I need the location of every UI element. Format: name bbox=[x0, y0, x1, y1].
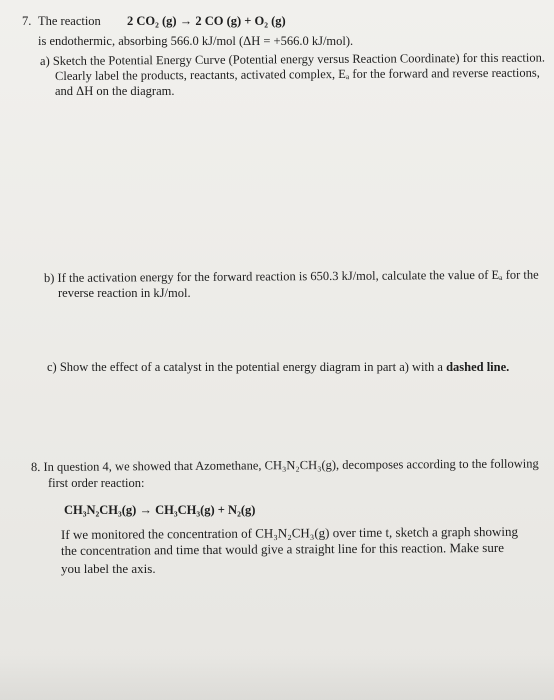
q7-intro: The reaction bbox=[38, 14, 101, 28]
q8-equation: CH₃N₂CH₃(g) → CH₃CH₃(g) + N₂(g) bbox=[64, 503, 256, 517]
q7a-line1: a) Sketch the Potential Energy Curve (Potential energy versus Reaction Coordinate) for this reaction. bbox=[39, 50, 546, 68]
q8-para-line3: you label the axis. bbox=[61, 561, 156, 576]
q7a-line2: Clearly label the products, reactants, activated complex, Eₐ for the forward and reverse reactions, bbox=[54, 65, 540, 83]
q7-number: 7. bbox=[22, 14, 32, 28]
q7c-bold: dashed line. bbox=[446, 360, 510, 374]
q7b-line2: reverse reaction in kJ/mol. bbox=[58, 286, 191, 300]
q7a-line3: and ΔH on the diagram. bbox=[55, 84, 175, 98]
q7-description: is endothermic, absorbing 566.0 kJ/mol (ΔH = +566.0 kJ/mol). bbox=[38, 34, 354, 48]
q8-line2: first order reaction: bbox=[48, 476, 145, 490]
page-shadow bbox=[0, 655, 554, 700]
q8-para-line1: If we monitored the concentration of CH₃N₂CH₃(g) over time t, sketch a graph showing bbox=[60, 523, 518, 542]
q7b-line1: b) If the activation energy for the forward reaction is 650.3 kJ/mol, calculate the value of Eₐ for the bbox=[43, 267, 539, 285]
q8-para-line2: the concentration and time that would give a straight line for this reaction. Make sure bbox=[60, 539, 504, 558]
q8-line1: 8. In question 4, we showed that Azomethane, CH₃N₂CH₃(g), decomposes according to the following bbox=[30, 456, 539, 474]
q7-equation: 2 CO₂ (g) → 2 CO (g) + O₂ (g) bbox=[127, 14, 286, 28]
q7c-line bbox=[47, 360, 509, 375]
q7c-text: c) Show the effect of a catalyst in the potential energy diagram in part a) with a bbox=[47, 360, 443, 374]
